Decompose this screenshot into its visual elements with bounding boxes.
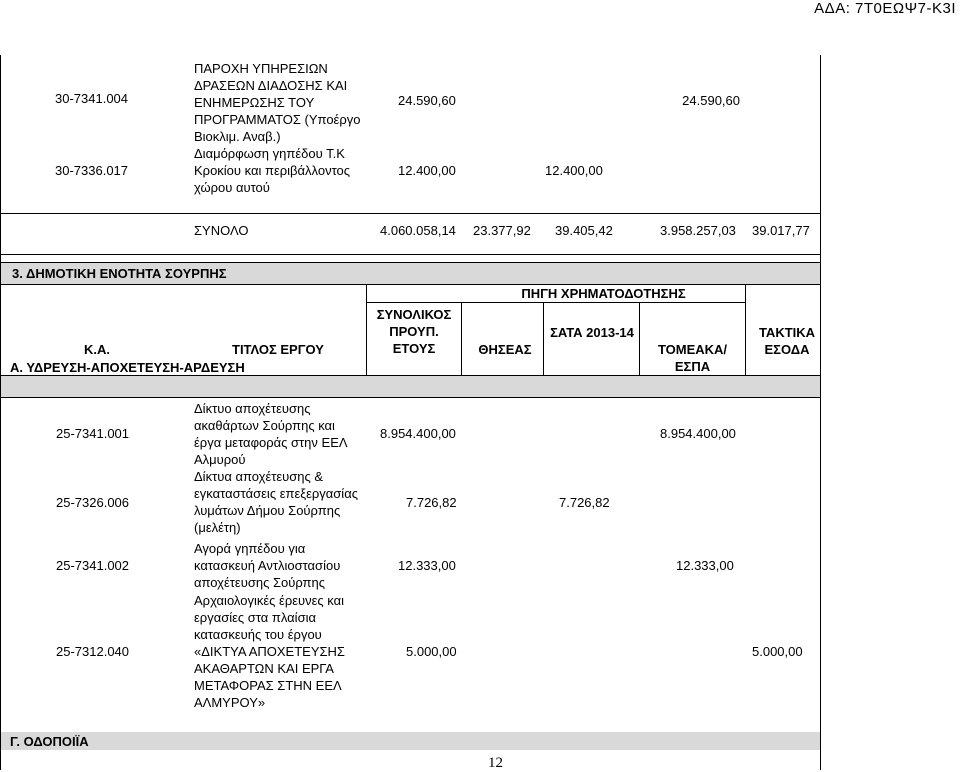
- row-total: 12.333,00: [398, 558, 456, 573]
- synolo-sata: 39.405,42: [555, 223, 613, 238]
- subsection-a: Α. ΥΔΡΕΥΣΗ-ΑΠΟΧΕΤΕΥΣΗ-ΑΡΔΕΥΣΗ: [10, 360, 245, 375]
- header-pigi: ΠΗΓΗ ΧΡΗΜΑΤΟΔΟΤΗΣΗΣ: [521, 286, 686, 301]
- row-sata: 7.726,82: [559, 495, 610, 510]
- header-taktika: ΤΑΚΤΙΚΑ ΕΣΟΔΑ: [758, 325, 816, 357]
- row-code: 25-7326.006: [56, 495, 130, 510]
- row-title: Δίκτυα αποχέτευσης & εγκαταστάσεις επεξεργασίας λυμάτων Δήμου Σούρπης (μελέτη): [194, 469, 358, 535]
- row-thiseas: 12.400,00: [545, 163, 603, 178]
- row-total: 12.400,00: [398, 163, 456, 178]
- row-total: 8.954.400,00: [380, 426, 456, 441]
- row-tomeaka: 12.333,00: [676, 558, 734, 573]
- row-title: Αγορά γηπέδου για κατασκευή Αντλιοστασίου αποχέτευσης Σούρπης: [194, 541, 341, 590]
- subsection-band: [1, 376, 820, 397]
- header-sata: ΣΑΤΑ 2013-14: [550, 325, 634, 340]
- row-total: 24.590,60: [398, 93, 456, 108]
- row-taktika: 5.000,00: [752, 644, 803, 659]
- header-titlos: ΤΙΤΛΟΣ ΕΡΓΟΥ: [232, 342, 324, 357]
- header-thiseas: ΘΗΣΕΑΣ: [478, 342, 532, 357]
- row-title: Διαμόρφωση γηπέδου Τ.Κ Κροκίου και περιβάλλοντος χώρου αυτού: [194, 146, 351, 195]
- row-title: Δίκτυο αποχέτευσης ακαθάρτων Σούρπης και έργα μεταφοράς στην ΕΕΛ Αλμυρού: [194, 401, 347, 467]
- row-code: 25-7341.002: [56, 558, 130, 573]
- synolo-tomeaka: 3.958.257,03: [660, 223, 736, 238]
- header-tomeaka: ΤΟΜΕΑΚΑ/ΕΣΠΑ: [657, 342, 728, 374]
- row-tomeaka: 8.954.400,00: [660, 426, 736, 441]
- synolo-thiseas: 23.377,92: [473, 223, 531, 238]
- row-code: 30-7336.017: [55, 163, 129, 178]
- row-title: Αρχαιολογικές έρευνες και εργασίες στα πλαίσια κατασκευής του έργου «ΔΙΚΤΥΑ ΑΠΟΧΕΤΕΥΣΗΣ ΑΚΑΘΑΡΤΩΝ ΚΑΙ ΕΡΓΑ ΜΕΤΑΦΟΡΑΣ ΣΤΗΝ ΕΕΛ ΑΛΜΥΡΟΥ»: [194, 593, 345, 710]
- row-code: 25-7341.001: [56, 426, 130, 441]
- synolo-taktika: 39.017,77: [752, 223, 810, 238]
- document-code: ΑΔΑ: 7Τ0ΕΩΨ7-Κ3Ι: [814, 0, 956, 17]
- row-code: 25-7312.040: [56, 644, 130, 659]
- header-synolikos: ΣΥΝΟΛΙΚΟΣ ΠΡΟΥΠ. ΕΤΟΥΣ: [376, 307, 452, 356]
- row-tomeaka: 24.590,60: [682, 93, 740, 108]
- synolo-total: 4.060.058,14: [380, 223, 456, 238]
- subsection-g-band: [1, 732, 820, 750]
- row-total: 5.000,00: [406, 644, 457, 659]
- synolo-label: ΣΥΝΟΛΟ: [194, 223, 249, 238]
- subsection-g: Γ. ΟΔΟΠΟΙΪΑ: [10, 734, 89, 749]
- row-code: 30-7341.004: [55, 91, 129, 106]
- row-total: 7.726,82: [406, 495, 457, 510]
- header-ka: Κ.Α.: [84, 342, 110, 357]
- page-number: 12: [488, 755, 503, 771]
- section-title: 3. ΔΗΜΟΤΙΚΗ ΕΝΟΤΗΤΑ ΣΟΥΡΠΗΣ: [12, 266, 227, 281]
- row-title: ΠΑΡΟΧΗ ΥΠΗΡΕΣΙΩΝ ΔΡΑΣΕΩΝ ΔΙΑΔΟΣΗΣ ΚΑΙ ΕΝΗΜΕΡΩΣΗΣ ΤΟΥ ΠΡΟΓΡΑΜΜΑΤΟΣ (Υποέργο Βιοκλιμ. Αναβ.): [194, 61, 361, 144]
